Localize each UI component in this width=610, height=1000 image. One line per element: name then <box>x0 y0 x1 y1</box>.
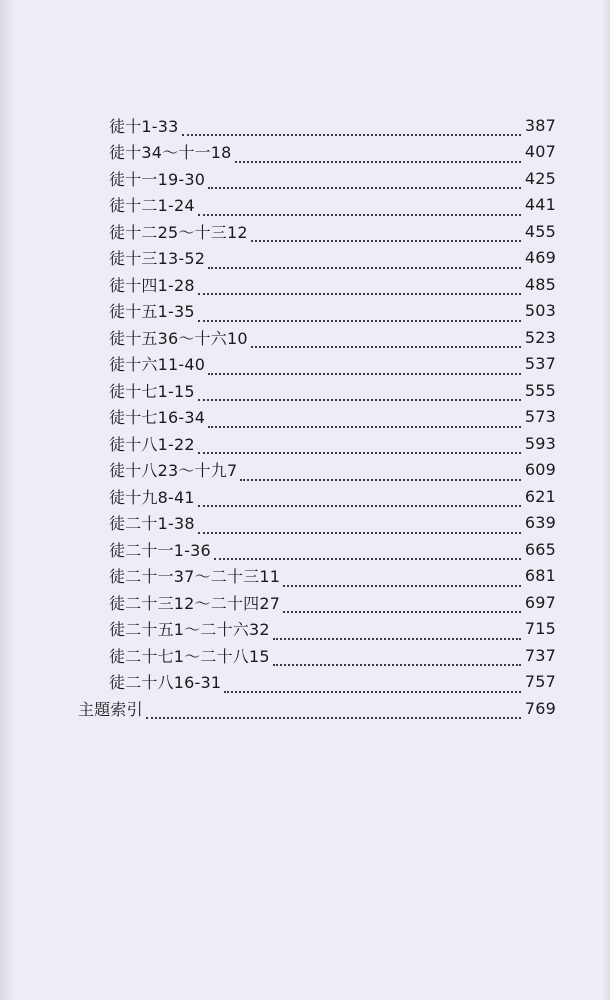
toc-entry-page: 609 <box>524 460 556 480</box>
toc-entry[interactable] <box>0 589 556 616</box>
toc-entry-label: 徒十二25～十三12 <box>109 222 248 242</box>
toc-leader-dots <box>198 304 521 322</box>
toc-leader-dots <box>182 118 521 136</box>
toc-leader-dots <box>208 410 521 428</box>
toc-entry-label: 徒十二1-24 <box>109 196 195 216</box>
toc-leader-dots <box>198 489 521 507</box>
toc-leader-dots <box>251 224 521 242</box>
toc-entry-subject-index[interactable] <box>0 695 556 722</box>
toc-entry-label: 徒十五1-35 <box>109 302 195 322</box>
toc-leader-dots <box>273 622 521 640</box>
toc-entry-label: 徒十五36～十六10 <box>109 328 248 348</box>
toc-entry-page: 769 <box>524 698 556 718</box>
toc-entry-label: 徒二十1-38 <box>109 514 195 534</box>
toc-leader-dots <box>208 251 521 269</box>
toc-entry-label: 主題索引 <box>78 699 143 719</box>
toc-entry-page: 555 <box>524 380 556 400</box>
toc-entry-label: 徒十八23～十九7 <box>109 461 238 481</box>
toc-entry[interactable] <box>0 404 556 431</box>
toc-entry-label: 徒二十三12～二十四27 <box>109 593 281 613</box>
toc-entry-page: 665 <box>524 539 556 559</box>
toc-entry-page: 485 <box>524 274 556 294</box>
toc-entry[interactable] <box>0 510 556 537</box>
toc-entry-label: 徒十八1-22 <box>109 434 195 454</box>
toc-entry-page: 697 <box>524 592 556 612</box>
toc-entry[interactable] <box>0 457 556 484</box>
toc-entry-label: 徒十七16-34 <box>109 408 206 428</box>
toc-entry[interactable] <box>0 192 556 219</box>
toc-entry[interactable] <box>0 112 556 139</box>
toc-entry-label: 徒十四1-28 <box>109 275 195 295</box>
toc-entry[interactable] <box>0 298 556 325</box>
toc-leader-dots <box>283 595 521 613</box>
toc-entry-label: 徒十一19-30 <box>109 169 206 189</box>
toc-entry[interactable] <box>0 616 556 643</box>
toc-entry-page: 593 <box>524 433 556 453</box>
toc-entry[interactable] <box>0 483 556 510</box>
toc-entry-page: 639 <box>524 513 556 533</box>
toc-leader-dots <box>251 330 521 348</box>
toc-entry[interactable] <box>0 669 556 696</box>
toc-entry-page: 387 <box>524 115 556 135</box>
toc-entry[interactable] <box>0 245 556 272</box>
toc-leader-dots <box>198 436 521 454</box>
toc-entry-page: 469 <box>524 248 556 268</box>
toc-entry-label: 徒十七1-15 <box>109 381 195 401</box>
toc-leader-dots <box>214 542 521 560</box>
toc-entry-page: 441 <box>524 195 556 215</box>
toc-entry-page: 737 <box>524 645 556 665</box>
toc-entry[interactable] <box>0 536 556 563</box>
toc-leader-dots <box>198 383 521 401</box>
toc-entry[interactable] <box>0 377 556 404</box>
toc-leader-dots <box>283 569 521 587</box>
toc-leader-dots <box>146 701 521 719</box>
toc-entry-label: 徒十34～十一18 <box>109 143 232 163</box>
toc-entry-label: 徒十三13-52 <box>109 249 206 269</box>
toc-entry[interactable] <box>0 430 556 457</box>
toc-entry-page: 681 <box>524 566 556 586</box>
toc-entry-label: 徒二十一1-36 <box>109 540 211 560</box>
toc-entry-label: 徒二十五1～二十六32 <box>109 620 270 640</box>
toc-leader-dots <box>208 171 521 189</box>
toc-entry[interactable] <box>0 271 556 298</box>
toc-leader-dots <box>235 145 521 163</box>
toc-entry[interactable] <box>0 324 556 351</box>
toc-entry-page: 503 <box>524 301 556 321</box>
toc-entry-label: 徒十六11-40 <box>109 355 206 375</box>
toc-leader-dots <box>240 463 521 481</box>
toc-entry-label: 徒十九8-41 <box>109 487 195 507</box>
toc-entry-page: 407 <box>524 142 556 162</box>
toc-entry[interactable] <box>0 165 556 192</box>
toc-leader-dots <box>198 198 521 216</box>
toc-entry[interactable] <box>0 563 556 590</box>
toc-entry-label: 徒二十七1～二十八15 <box>109 646 270 666</box>
toc-leader-dots <box>198 516 521 534</box>
toc-entry-list <box>0 112 610 695</box>
table-of-contents <box>0 112 610 722</box>
toc-entry[interactable] <box>0 351 556 378</box>
toc-entry[interactable] <box>0 218 556 245</box>
toc-entry[interactable] <box>0 642 556 669</box>
toc-leader-dots <box>273 648 521 666</box>
toc-entry-label: 徒二十一37～二十三11 <box>109 567 281 587</box>
toc-entry-page: 455 <box>524 221 556 241</box>
toc-entry[interactable] <box>0 139 556 166</box>
toc-leader-dots <box>208 357 521 375</box>
toc-entry-page: 573 <box>524 407 556 427</box>
toc-entry-page: 715 <box>524 619 556 639</box>
toc-leader-dots <box>198 277 521 295</box>
toc-entry-page: 523 <box>524 327 556 347</box>
toc-entry-page: 537 <box>524 354 556 374</box>
toc-entry-label: 徒二十八16-31 <box>109 673 222 693</box>
toc-entry-page: 757 <box>524 672 556 692</box>
toc-leader-dots <box>224 675 521 693</box>
toc-entry-label: 徒十1-33 <box>109 116 179 136</box>
toc-entry-page: 621 <box>524 486 556 506</box>
toc-entry-page: 425 <box>524 168 556 188</box>
